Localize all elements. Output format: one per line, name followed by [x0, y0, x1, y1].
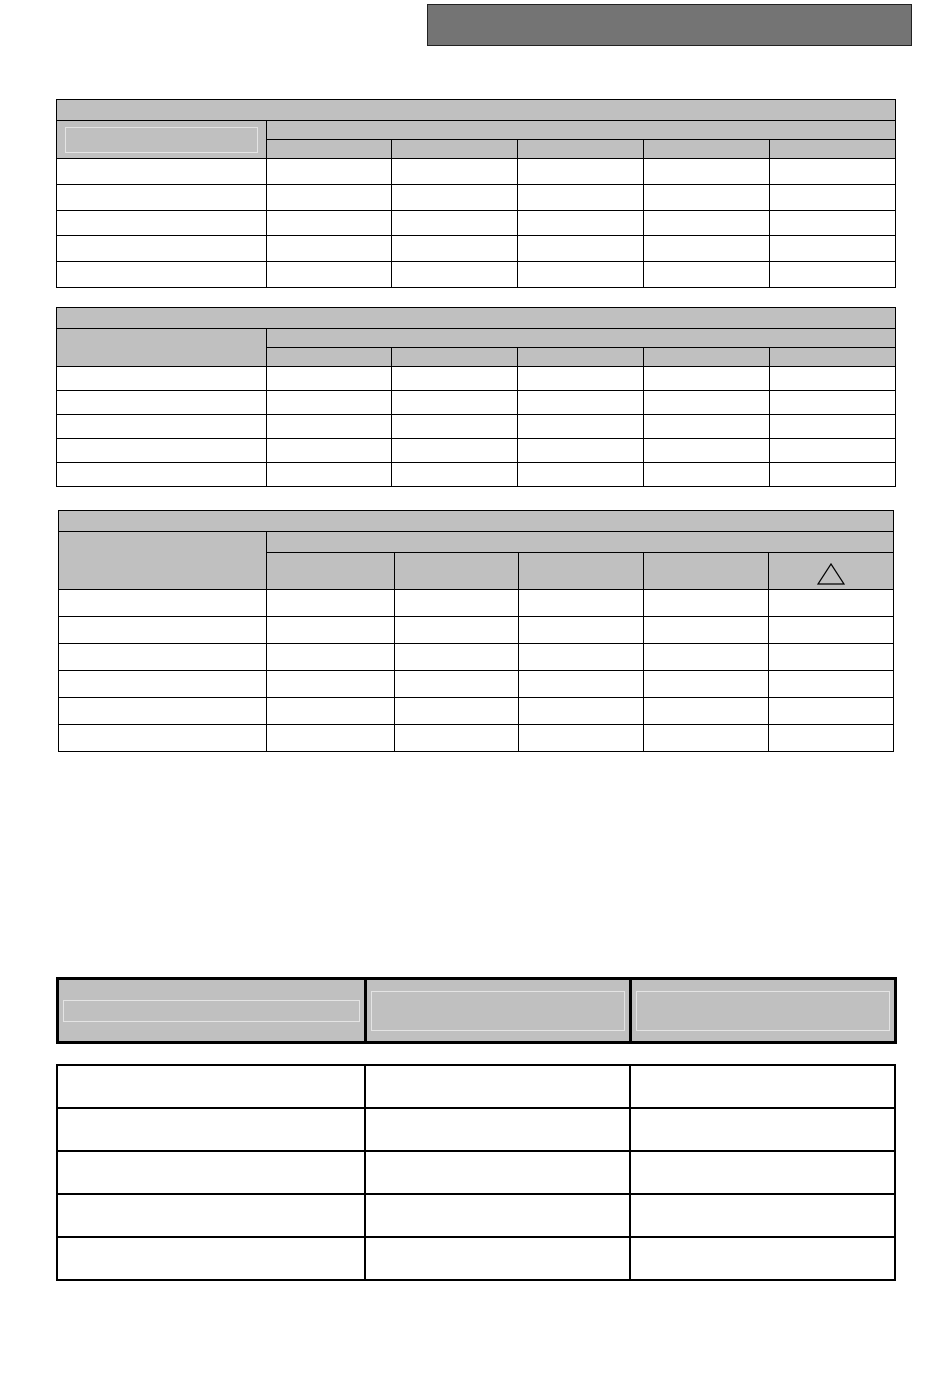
table-row — [59, 725, 894, 752]
column-header — [518, 348, 644, 367]
table-row — [59, 698, 894, 725]
row-header-cell — [57, 121, 267, 159]
summary-header-cell — [366, 979, 631, 1043]
column-header — [392, 140, 518, 159]
table-row — [57, 236, 896, 262]
column-header — [644, 140, 770, 159]
column-header — [770, 348, 896, 367]
summary-body-table — [56, 1064, 896, 1281]
column-header-warning — [769, 553, 894, 590]
column-header — [392, 348, 518, 367]
table-row — [57, 391, 896, 415]
summary-header-table — [56, 977, 897, 1044]
column-header — [519, 553, 644, 590]
table-row — [57, 1237, 895, 1280]
table-row — [57, 367, 896, 391]
table-row — [57, 159, 896, 185]
column-header — [395, 553, 519, 590]
column-header — [770, 140, 896, 159]
table-row — [59, 617, 894, 644]
table-row — [59, 644, 894, 671]
summary-header-cell — [631, 979, 896, 1043]
table-row — [57, 463, 896, 487]
table-title — [57, 308, 896, 329]
summary-header-cell — [58, 979, 366, 1043]
column-header — [644, 348, 770, 367]
page-header-bar — [427, 4, 912, 46]
column-header — [267, 553, 395, 590]
table-row — [59, 671, 894, 698]
column-header — [644, 553, 769, 590]
column-header — [267, 348, 392, 367]
column-group-header — [267, 329, 896, 348]
data-table-3 — [58, 510, 894, 752]
table-title — [57, 100, 896, 121]
table-row — [57, 185, 896, 211]
column-group-header — [267, 532, 894, 553]
column-group-header — [267, 121, 896, 140]
table-row — [57, 415, 896, 439]
table-row — [57, 1151, 895, 1194]
table-row — [57, 211, 896, 236]
data-table-2 — [56, 307, 896, 487]
table-row — [59, 590, 894, 617]
data-table-1 — [56, 99, 896, 288]
row-header-cell — [57, 329, 267, 367]
table-row — [57, 439, 896, 463]
row-header-cell — [59, 532, 267, 590]
table-title — [59, 511, 894, 532]
table-row — [57, 1108, 895, 1151]
table-row — [57, 1065, 895, 1108]
table-row — [57, 1194, 895, 1237]
column-header — [518, 140, 644, 159]
table-row — [57, 262, 896, 288]
warning-triangle-icon — [816, 562, 846, 586]
column-header — [267, 140, 392, 159]
